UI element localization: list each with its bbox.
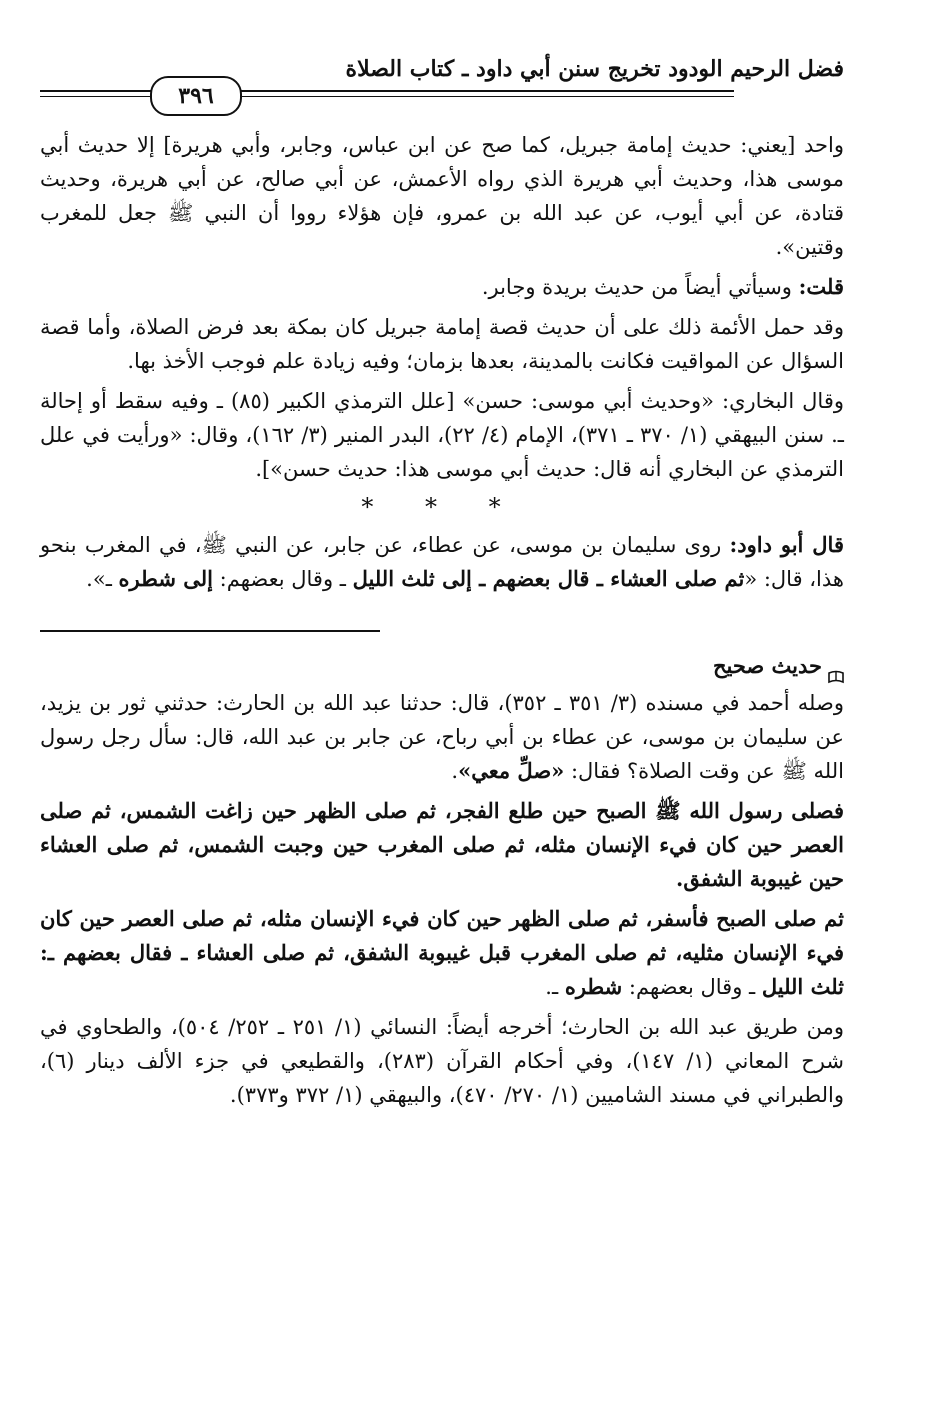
header-rule [40, 90, 734, 92]
footnote-separator [40, 630, 380, 632]
paragraph: وقد حمل الأئمة ذلك على أن حديث قصة إمامة جبريل كان بمكة بعد فرض الصلاة، وأما قصة السؤال عن المواقيت فكانت بالمدينة، بعدها بزمان؛ وفيه زيادة علم فوجب الأخذ بها. [40, 315, 844, 373]
paragraph-text: ـ. [545, 975, 565, 999]
paragraph-text: وصله أحمد في مسنده (٣/ ٣٥١ ـ ٣٥٢)، قال: حدثنا عبد الله بن الحارث: حدثني ثور بن يزيد، عن سليمان بن موسى، عن عطاء بن أبي رباح، عن جابر بن عبد الله، قال: سأل رجل رسول الله ﷺ عن وقت الصلاة؟ فقال: [40, 691, 844, 783]
paragraph-emphasis: ثم صلى العشاء ـ قال بعضهم ـ إلى ثلث الليل [352, 566, 745, 591]
page-number-text: ٣٩٦ [178, 83, 214, 109]
page-header [40, 54, 844, 130]
section-heading [40, 650, 844, 682]
header-rule-thin [40, 96, 734, 97]
paragraph-emphasis: شطره [564, 974, 623, 999]
paragraph: ومن طريق عبد الله بن الحارث؛ أخرجه أيضاً: النسائي (١/ ٢٥١ ـ ٢٥٢/ ٥٠٤)، والطحاوي في شرح المعاني (١/ ١٤٧)، وفي أحكام القرآن (٢٨٣)، والقطيعي في جزء الألف دينار (٦)، والطبراني في مسند الشاميين (١/ ٢٧٠/ ٤٧٠)، والبيهقي (١/ ٣٧٢ و٣٧٣). [40, 1015, 844, 1107]
paragraph: واحد [يعني: حديث إمامة جبريل، كما صح عن ابن عباس، وجابر، وأبي هريرة] إلا حديث أبي موسى هذا، وحديث أبي هريرة الذي رواه الأعمش، عن أبي صالح، عن أبي هريرة، وحديث قتادة، عن أبي أيوب، عن عبد الله بن عمرو، فإن هؤلاء رووا أن النبي ﷺ جعل للمغرب وقتين». [40, 133, 844, 259]
page-number [150, 76, 242, 116]
paragraph [40, 686, 844, 788]
hadith-text: فصلى رسول الله ﷺ الصبح حين طلع الفجر، ثم صلى الظهر حين زاغت الشمس، ثم صلى العصر حين كان فيء الإنسان مثله، ثم صلى المغرب حين وجبت الشمس، ثم صلى العشاء حين غيبوبة الشفق. [40, 798, 844, 891]
running-title: فضل الرحيم الودود تخريج سنن أبي داود ـ كتاب الصلاة [345, 56, 844, 82]
paragraph-emphasis: إلى شطره [118, 566, 213, 591]
section-divider-stars: * * * [361, 493, 523, 521]
paragraph-text: ـ وقال بعضهم: [213, 567, 353, 591]
paragraph-lead: قال أبو داود: [729, 532, 844, 557]
paragraph: وقال البخاري: «وحديث أبي موسى: حسن» [علل الترمذي الكبير (٨٥) ـ وفيه سقط أو إحالة ـ. سنن البيهقي (١/ ٣٧٠ ـ ٣٧١)، الإمام (٤/ ٢٢)، البدر المنير (٣/ ١٦٢)، وقال: «ورأيت في علل الترمذي عن البخاري أنه قال: حديث أبي موسى هذا: حديث حسن»]. [40, 389, 845, 481]
paragraph-text: ـ وقال بعضهم: [622, 975, 762, 999]
paragraph-emphasis: «صلِّ معي» [458, 758, 565, 783]
book-icon [828, 661, 844, 675]
page-body [40, 128, 844, 1118]
paragraph-emphasis: ثلث الليل [761, 974, 844, 999]
hadith-text [40, 528, 844, 596]
page [40, 0, 844, 1403]
section-heading-text: حديث صحيح [712, 653, 822, 678]
paragraph-emphasis: ثم صلى الصبح فأسفر، ثم صلى الظهر حين كان فيء الإنسان مثله، ثم صلى العصر حين كان فيء الإنسان مثليه، ثم صلى المغرب قبل غيبوبة الشفق، ثم صلى العشاء ـ فقال بعضهم ـ: [40, 906, 844, 965]
paragraph-text: ـ». [86, 567, 119, 591]
paragraph-text: . [451, 759, 459, 783]
paragraph-text: روى سليمان بن موسى، عن عطاء، عن جابر، عن النبي ﷺ، في المغرب بنحو هذا، قال: « [40, 533, 844, 591]
paragraph-text: وسيأتي أيضاً من حديث بريدة وجابر. [481, 275, 799, 299]
paragraph [40, 270, 844, 304]
hadith-text [40, 902, 844, 1004]
paragraph-lead: قلت: [798, 274, 844, 299]
